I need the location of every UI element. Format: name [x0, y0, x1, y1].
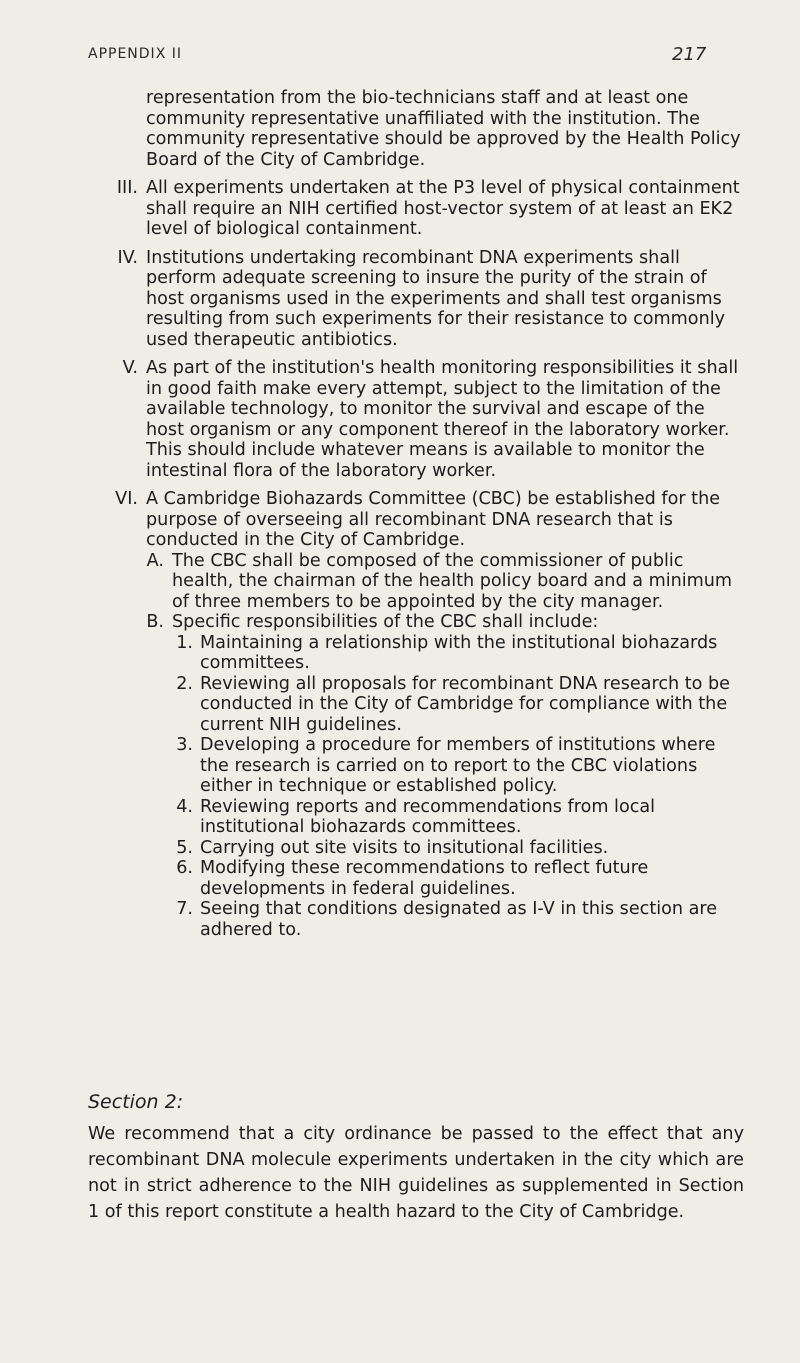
responsibility-text: Maintaining a relationship with the institutional biohazards committees. [200, 632, 718, 673]
responsibility-item [0, 735, 800, 797]
intro-paragraph: representation from the bio-technicians staff and at least one community representative unaffiliated with the institution. The community representative should be approved by the Health Policy Board of the City of Cambridge. [146, 88, 741, 170]
responsibility-number: 6. [176, 858, 193, 878]
list-item-iii [0, 178, 800, 240]
responsibility-number: 4. [176, 796, 193, 817]
item-text: As part of the institution's health monitoring responsibilities it shall in good faith make every attempt, subject to the limitation of the available technology, to monitor the survival and escape of the host organism or any component thereof in the laboratory worker. This should include whatever means is available to monitor the intestinal flora of the laboratory worker. [146, 358, 739, 481]
item-number: VI. [115, 489, 138, 509]
item-number: V. [122, 358, 138, 378]
list-item-v [0, 358, 800, 481]
responsibility-text: Seeing that conditions designated as I-V in this section are adhered to. [200, 899, 718, 940]
responsibility-item [0, 899, 800, 940]
list-item-vi [0, 489, 800, 551]
responsibility-text: Carrying out site visits to insitutional facilities. [200, 837, 609, 858]
item-text: Institutions undertaking recombinant DNA experiments shall perform adequate screening to insure the purity of the strain of host organisms used in the experiments and shall test organisms resulting from such experiments for their resistance to commonly used therapeutic antibiotics. [146, 247, 726, 350]
responsibility-number: 3. [176, 735, 193, 755]
responsibility-item [0, 633, 800, 674]
sub-item-letter: B. [146, 612, 164, 632]
responsibility-text: Modifying these recommendations to reflect future developments in federal guidelines. [200, 858, 649, 899]
item-text: All experiments undertaken at the P3 level of physical containment shall require an NIH certified host-vector system of at least an EK2 level of biological containment. [146, 178, 740, 239]
responsibility-item [0, 797, 800, 838]
section-paragraph: We recommend that a city ordinance be passed to the effect that any recombinant DNA molecule experiments undertaken in the city which are not in strict adherence to the NIH guidelines as supplemented in Section 1 of this report constitute a health hazard to the City of Cambridge. [88, 1124, 744, 1222]
sub-item-b [0, 612, 800, 633]
item-text: A Cambridge Biohazards Committee (CBC) be established for the purpose of overseeing all recombinant DNA research that is conducted in the City of Cambridge. [146, 489, 721, 550]
responsibility-text: Reviewing all proposals for recombinant DNA research to be conducted in the City of Cambridge for compliance with the current NIH guidelines. [200, 673, 730, 735]
page-number: 217 [672, 44, 707, 65]
sub-item-text: The CBC shall be composed of the commissioner of public health, the chairman of the health policy board and a minimum of three members to be appointed by the city manager. [172, 550, 733, 612]
responsibility-number: 2. [176, 673, 193, 694]
item-number: III. [116, 178, 138, 198]
running-head: APPENDIX II [88, 46, 182, 62]
responsibility-item [0, 838, 800, 859]
list-item-iv [0, 248, 800, 351]
item-number: IV. [117, 247, 138, 268]
responsibility-item [0, 858, 800, 899]
responsibility-number: 7. [176, 899, 193, 919]
body-text [0, 88, 800, 940]
sub-item-letter: A. [146, 550, 164, 571]
responsibility-number: 5. [176, 837, 193, 858]
responsibility-item [0, 674, 800, 736]
sub-item-text: Specific responsibilities of the CBC shall include: [172, 612, 599, 632]
responsibility-number: 1. [176, 632, 193, 653]
responsibility-text: Reviewing reports and recommendations from local institutional biohazards committees. [200, 796, 656, 837]
section-heading: Section 2: [88, 1091, 184, 1113]
sub-item-a [0, 551, 800, 613]
responsibility-text: Developing a procedure for members of institutions where the research is carried on to report to the CBC violations either in technique or established policy. [200, 735, 716, 796]
